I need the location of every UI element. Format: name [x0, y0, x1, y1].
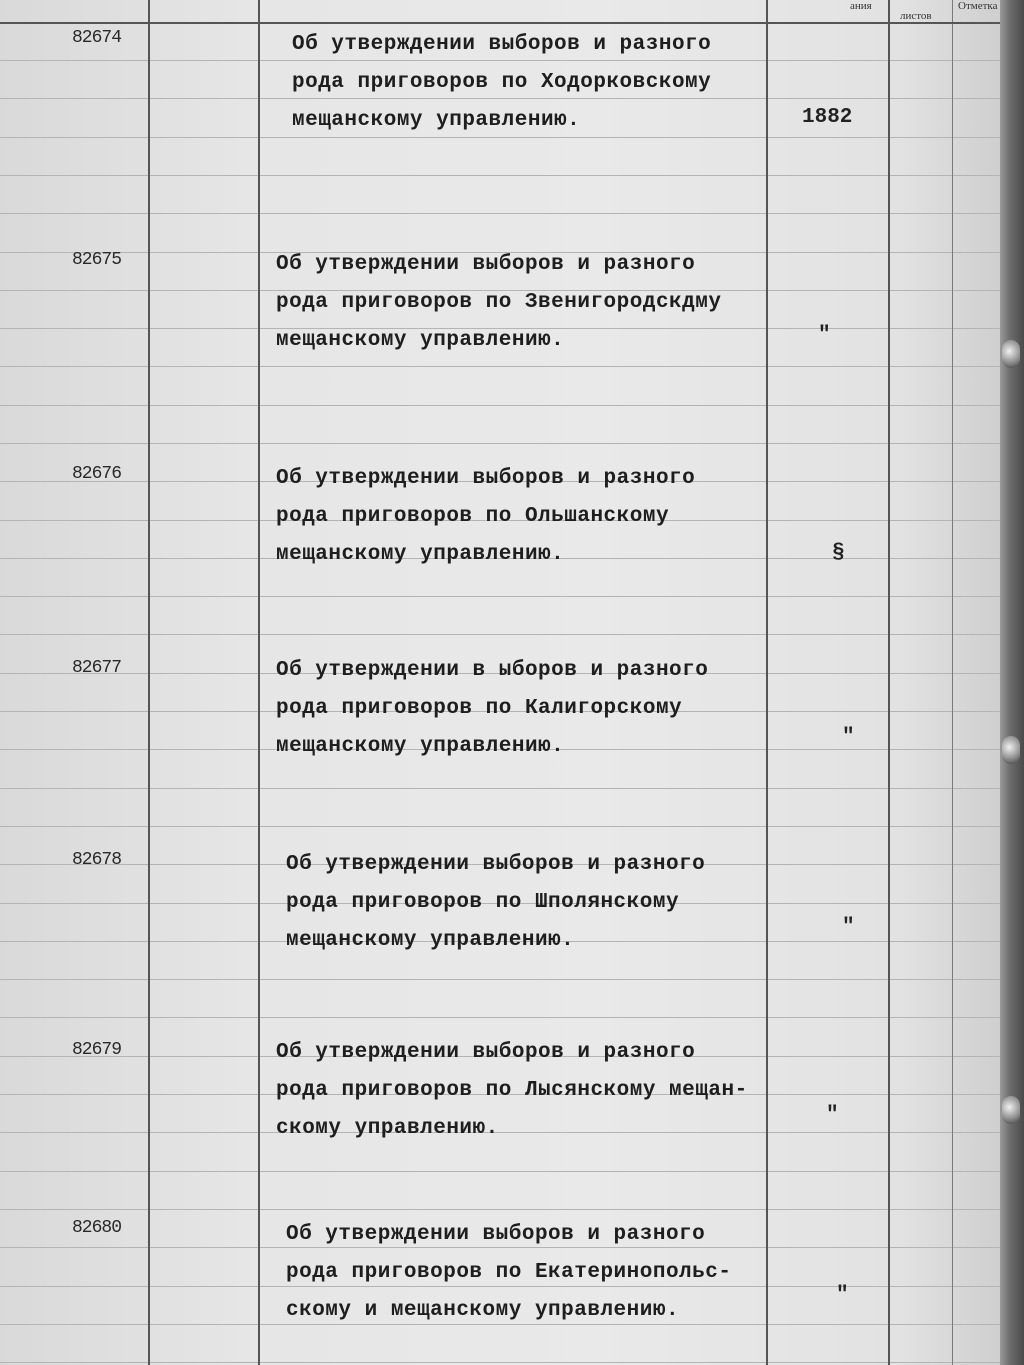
- entry-line: Об утверждении выборов и разного: [276, 1041, 696, 1064]
- entry-line: скому управлению.: [276, 1117, 499, 1140]
- entry-line: мещанскому управлению.: [286, 929, 575, 952]
- column-divider: [888, 0, 890, 1365]
- entry-line: рода приговоров по Лысянскому мещан-: [276, 1079, 748, 1102]
- header-rule: [0, 22, 1000, 24]
- entry-line: Об утверждении выборов и разного: [286, 853, 706, 876]
- entry-description: [276, 1034, 796, 1148]
- entry-year: 1882: [802, 106, 853, 129]
- entry-ditto-mark: ": [836, 1284, 849, 1307]
- entry-line: рода приговоров по Шполянскому: [286, 891, 680, 914]
- entry-line: рода приговоров по Калигорскому: [276, 697, 683, 720]
- entry-line: мещанскому управлению.: [276, 543, 565, 566]
- entry-line: Об утверждении выборов и разного: [276, 467, 696, 490]
- ruled-line: [0, 1362, 1000, 1363]
- header-col-tail: ания: [850, 0, 872, 12]
- entry-line: скому и мещанскому управлению.: [286, 1299, 680, 1322]
- ruled-line: [0, 366, 1000, 367]
- entry-line: мещанскому управлению.: [276, 329, 565, 352]
- binder-edge: [1000, 0, 1024, 1365]
- entry-description: [286, 846, 806, 960]
- column-divider: [952, 0, 953, 1365]
- entry-number: 82680: [72, 1218, 122, 1238]
- entry-line: мещанскому управлению.: [276, 735, 565, 758]
- ruled-line: [0, 213, 1000, 214]
- column-divider: [258, 0, 260, 1365]
- entry-ditto-mark: ": [842, 726, 855, 749]
- header-col-notes: Отметка: [958, 0, 998, 12]
- entry-description: [276, 652, 796, 766]
- entry-ditto-mark: ": [842, 916, 855, 939]
- ruled-line: [0, 788, 1000, 789]
- ruled-line: [0, 1017, 1000, 1018]
- entry-line: рода приговоров по Звенигородскдму: [276, 291, 722, 314]
- ruled-line: [0, 405, 1000, 406]
- ruled-line: [0, 175, 1000, 176]
- binder-ring: [1002, 1096, 1020, 1124]
- ruled-line: [0, 826, 1000, 827]
- entry-line: мещанскому управлению.: [292, 109, 581, 132]
- entry-ditto-mark: ": [826, 1104, 839, 1127]
- entry-line: Об утверждении выборов и разного: [286, 1223, 706, 1246]
- entry-line: Об утверждении выборов и разного: [276, 253, 696, 276]
- ruled-line: [0, 1171, 1000, 1172]
- entry-description: [276, 246, 796, 360]
- entry-line: рода приговоров по Екатеринопольс-: [286, 1261, 732, 1284]
- entry-line: Об утверждении в ыборов и разного: [276, 659, 709, 682]
- entry-number: 82676: [72, 464, 122, 484]
- ruled-line: [0, 596, 1000, 597]
- entry-description: [286, 1216, 806, 1330]
- column-divider: [148, 0, 150, 1365]
- binder-ring: [1002, 736, 1020, 764]
- binder-ring: [1002, 340, 1020, 368]
- entry-line: рода приговоров по Ходорковскому: [292, 71, 712, 94]
- ruled-line: [0, 979, 1000, 980]
- entry-ditto-mark: ": [818, 324, 831, 347]
- entry-number: 82677: [72, 658, 122, 678]
- header-col-sheets: листов: [900, 10, 932, 22]
- entry-line: рода приговоров по Ольшанскому: [276, 505, 670, 528]
- entry-description: [276, 460, 796, 574]
- ruled-line: [0, 1209, 1000, 1210]
- ruled-line: [0, 443, 1000, 444]
- entry-line: Об утверждении выборов и разного: [292, 33, 712, 56]
- entry-description: [292, 26, 812, 140]
- entry-number: 82679: [72, 1040, 122, 1060]
- entry-number: 82674: [72, 28, 122, 48]
- entry-section-mark: §: [832, 542, 845, 565]
- ruled-line: [0, 634, 1000, 635]
- entry-number: 82678: [72, 850, 122, 870]
- entry-number: 82675: [72, 250, 122, 270]
